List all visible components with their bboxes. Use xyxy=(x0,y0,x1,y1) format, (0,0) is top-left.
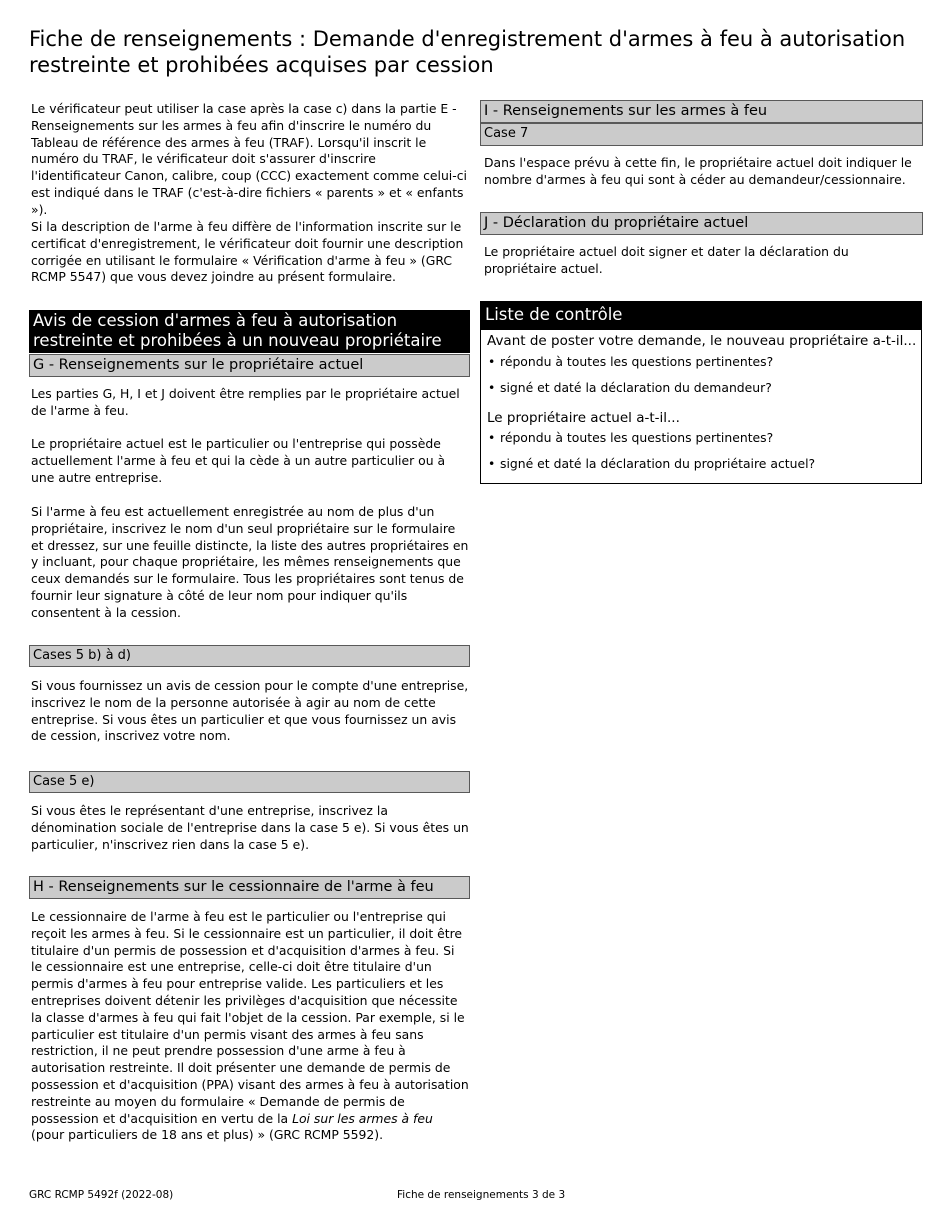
avis-section-header: Avis de cession d'armes à feu à autorisation restreinte et prohibées à un nouveau propriétaire xyxy=(29,310,470,353)
act-title: Loi sur les armes à feu xyxy=(292,1110,433,1126)
section-g-paragraph-1: Les parties G, H, I et J doivent être remplies par le propriétaire actuel de l'arme à feu. xyxy=(31,386,460,418)
cases-5b-d-header: Cases 5 b) à d) xyxy=(29,645,470,667)
section-h-header: H - Renseignements sur le cessionnaire de l'arme à feu xyxy=(29,876,470,899)
case-5e-paragraph: Si vous êtes le représentant d'une entreprise, inscrivez la dénomination sociale de l'entreprise dans la case 5 e). Si vous êtes un particulier, n'inscrivez rien dans la case 5 e). xyxy=(31,803,469,852)
checklist-item: • répondu à toutes les questions pertinentes? xyxy=(488,354,774,369)
bullet-icon: • xyxy=(488,354,496,369)
section-h-paragraph: Le cessionnaire de l'arme à feu est le particulier ou l'entreprise qui reçoit les armes à feu. Si le cessionnaire est un particulier, il doit être titulaire d'un permis de possession et d'acquisition d'armes à feu. Si le cessionnaire est une entreprise, celle-ci doit être titulaire d'un permis d'armes à feu pour entreprise valide. Les particuliers et les entreprises doivent détenir les privilèges d'acquisition que nécessite la classe d'armes à feu qui fait l'objet de la cession. Par exemple, si le particulier est titulaire d'un permis visant des armes à feu sans restriction, il ne peut prendre possession d'une arme à feu à autorisation restreinte. Il doit présenter une demande de permis de possession et d'acquisition (PPA) visant des armes à feu à autorisation restreinte au moyen du formulaire « Demande de permis de possession et d'acquisition en vertu de la Loi sur les armes à feu (pour particuliers de 18 ans et plus) » (GRC RCMP 5592). xyxy=(31,909,469,1143)
bullet-icon: • xyxy=(488,430,496,445)
checklist-title: Liste de contrôle xyxy=(481,302,921,330)
checklist-question-new-owner: Avant de poster votre demande, le nouveau propriétaire a-t-il... xyxy=(487,333,917,349)
checklist-question-current-owner: Le propriétaire actuel a-t-il... xyxy=(487,410,680,426)
footer-form-id: GRC RCMP 5492f (2022-08) xyxy=(29,1189,174,1201)
case-5e-header: Case 5 e) xyxy=(29,771,470,793)
section-j-paragraph: Le propriétaire actuel doit signer et dater la déclaration du propriétaire actuel. xyxy=(484,244,849,276)
section-g-paragraph-3: Si l'arme à feu est actuellement enregistrée au nom de plus d'un propriétaire, inscrivez le nom d'un seul propriétaire sur le formulaire et dressez, sur une feuille distincte, la liste des autres propriétaires en y incluant, pour chaque propriétaire, les mêmes renseignements que ceux demandés sur le formulaire. Tous les propriétaires sont tenus de fournir leur signature à côté de leur nom pour indiquer qu'ils consentent à la cession. xyxy=(31,504,469,620)
footer-page-number: Fiche de renseignements 3 de 3 xyxy=(397,1189,566,1201)
checklist-item: • signé et daté la déclaration du propriétaire actuel? xyxy=(488,456,816,471)
page-title: Fiche de renseignements : Demande d'enregistrement d'armes à feu à autorisation restreinte et prohibées acquises par cession xyxy=(29,27,906,77)
bullet-icon: • xyxy=(488,380,496,395)
case-7-paragraph: Dans l'espace prévu à cette fin, le propriétaire actuel doit indiquer le nombre d'armes à feu qui sont à céder au demandeur/cessionnaire. xyxy=(484,155,912,187)
bullet-icon: • xyxy=(488,456,496,471)
section-i-header: I - Renseignements sur les armes à feu xyxy=(480,100,923,123)
checklist-item: • répondu à toutes les questions pertinentes? xyxy=(488,430,774,445)
cases-5b-d-paragraph: Si vous fournissez un avis de cession pour le compte d'une entreprise, inscrivez le nom de la personne autorisée à agir au nom de cette entreprise. Si vous êtes un particulier et que vous fournissez un avis de cession, inscrivez votre nom. xyxy=(31,678,469,744)
intro-paragraph-1: Le vérificateur peut utiliser la case après la case c) dans la partie E - Renseignements sur les armes à feu afin d'inscrire le numéro du Tableau de référence des armes à feu (TRAF). Lorsqu'il inscrit le numéro du TRAF, le vérificateur doit s'assurer d'inscrire l'identificateur Canon, calibre, coup (CCC) exactement comme celui-ci est indiqué dans le TRAF (c'est-à-dire fichiers « parents » et « enfants »). xyxy=(31,101,467,217)
section-g-header: G - Renseignements sur le propriétaire actuel xyxy=(29,354,470,377)
intro-paragraph-2: Si la description de l'arme à feu diffère de l'information inscrite sur le certificat d'enregistrement, le vérificateur doit fournir une description corrigée en utilisant le formulaire « Vérification d'arme à feu » (GRC RCMP 5547) que vous devez joindre au présent formulaire. xyxy=(31,219,464,285)
checklist-box xyxy=(480,301,922,484)
section-g-paragraph-2: Le propriétaire actuel est le particulier ou l'entreprise qui possède actuellement l'arme à feu et qui la cède à un autre particulier ou à une autre entreprise. xyxy=(31,436,446,485)
section-j-header: J - Déclaration du propriétaire actuel xyxy=(480,212,923,235)
case-7-header: Case 7 xyxy=(480,123,923,146)
checklist-item: • signé et daté la déclaration du demandeur? xyxy=(488,380,772,395)
